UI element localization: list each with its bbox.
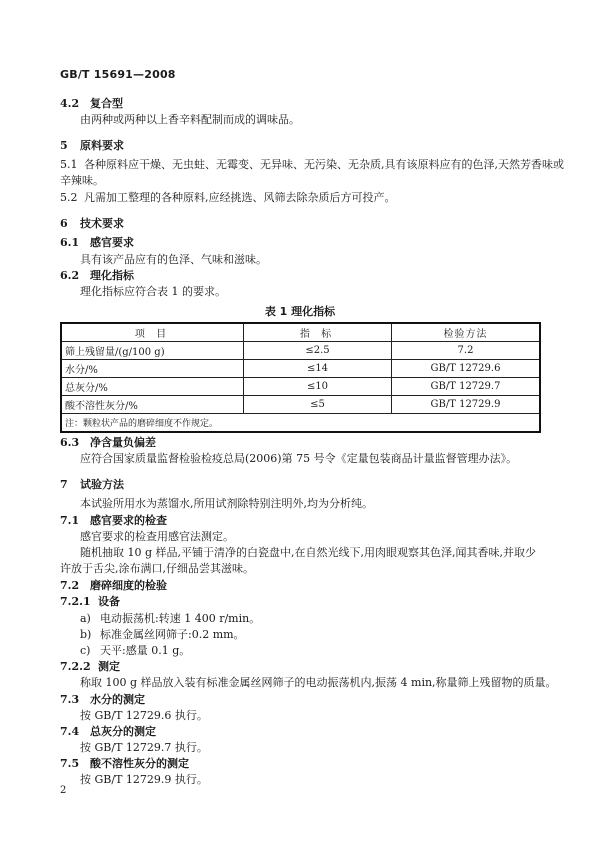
list-text: 标准金属丝网筛子:0.2 mm。 [100, 628, 245, 641]
table-cell: GB/T 12729.7 [392, 378, 541, 396]
paragraph: 感官要求的检查用感官法测定。 [80, 530, 234, 543]
section-6-2-heading [60, 268, 134, 283]
section-7-3-heading [60, 692, 145, 707]
section-title: 设备 [98, 595, 120, 608]
section-number: 7.2.1 [60, 595, 91, 608]
table-cell: 酸不溶性灰分/% [61, 396, 244, 414]
section-number: 6 [60, 217, 68, 230]
column-header: 指 标 [244, 323, 392, 342]
standard-number-header: GB/T 15691—2008 [60, 68, 176, 81]
section-title: 复合型 [90, 97, 123, 110]
paragraph-5-2 [60, 190, 396, 205]
section-6-heading [60, 216, 124, 231]
table-note-row [61, 414, 540, 433]
section-title: 测定 [98, 660, 120, 673]
section-title: 净含量负偏差 [90, 436, 156, 449]
paragraph: 本试验所用水为蒸馏水,所用试剂除特别注明外,均为分析纯。 [80, 497, 373, 510]
table-row [61, 342, 540, 360]
section-5-heading [60, 138, 124, 153]
section-title: 水分的测定 [90, 693, 145, 706]
physicochemical-table [60, 322, 541, 433]
list-item [80, 627, 245, 642]
table-title: 表 1 理化指标 [264, 305, 336, 318]
section-7-1-heading [60, 513, 167, 528]
paragraph: 按 GB/T 12729.7 执行。 [80, 741, 208, 754]
section-number: 7.1 [60, 514, 80, 527]
list-item [80, 643, 190, 658]
section-title: 原料要求 [80, 139, 124, 152]
section-title: 酸不溶性灰分的测定 [90, 757, 189, 770]
table-cell: GB/T 12729.6 [392, 360, 541, 378]
table-cell: 筛上残留量/(g/100 g) [61, 342, 244, 360]
paragraph: 由两种或两种以上香辛料配制而成的调味品。 [80, 113, 300, 126]
section-title: 试验方法 [80, 478, 124, 491]
section-7-heading [60, 477, 124, 492]
section-title: 总灰分的测定 [90, 725, 156, 738]
paragraph: 称取 100 g 样品放入装有标准金属丝网筛子的电动振荡机内,振荡 4 min,称量筛上残留物的质量。 [80, 676, 557, 689]
paragraph-continuation: 许放于舌尖,涂布满口,仔细品尝其滋味。 [60, 562, 254, 575]
section-7-2-heading [60, 578, 167, 593]
table-cell: 7.2 [392, 342, 541, 360]
section-number: 6.2 [60, 269, 80, 282]
clause-number: 5.1 [60, 158, 78, 171]
section-number: 7.5 [60, 757, 80, 770]
section-title: 技术要求 [80, 217, 124, 230]
table-cell: ≤5 [244, 396, 392, 414]
section-number: 7 [60, 478, 68, 491]
list-marker: b) [80, 628, 92, 641]
table-cell: GB/T 12729.9 [392, 396, 541, 414]
section-7-2-2-heading [60, 659, 120, 674]
section-title: 感官要求的检查 [90, 514, 167, 527]
paragraph: 理化指标应符合表 1 的要求。 [80, 285, 226, 298]
section-title: 理化指标 [90, 269, 134, 282]
list-marker: c) [80, 644, 91, 657]
section-7-4-heading [60, 724, 156, 739]
table-cell: ≤2.5 [244, 342, 392, 360]
section-number: 4.2 [60, 97, 80, 110]
list-text: 电动振荡机:转速 1 400 r/min。 [100, 612, 261, 625]
column-header: 检验方法 [392, 323, 541, 342]
paragraph: 具有该产品应有的色泽、气味和滋味。 [80, 253, 267, 266]
table-row [61, 360, 540, 378]
clause-text: 凡需加工整理的各种原料,应经挑选、风筛去除杂质后方可投产。 [84, 191, 396, 204]
table-note: 注：颗粒状产品的磨碎细度不作规定。 [61, 414, 540, 433]
table-header-row [61, 323, 540, 342]
section-7-5-heading [60, 756, 189, 771]
section-number: 7.4 [60, 725, 80, 738]
table-row [61, 378, 540, 396]
section-7-2-1-heading [60, 594, 120, 609]
section-6-1-heading [60, 235, 134, 250]
section-number: 7.3 [60, 693, 80, 706]
paragraph-continuation: 辛辣味。 [60, 174, 104, 187]
section-number: 6.1 [60, 236, 80, 249]
paragraph: 按 GB/T 12729.9 执行。 [80, 773, 208, 786]
paragraph: 应符合国家质量监督检验检疫总局(2006)第 75 号令《定量包装商品计量监督管理办法》。 [80, 452, 518, 465]
section-number: 7.2.2 [60, 660, 91, 673]
paragraph-5-1 [60, 157, 564, 172]
paragraph: 随机抽取 10 g 样品,平铺于清净的白瓷盘中,在自然光线下,用肉眼观察其色泽,闻其香味,并取少 [80, 546, 537, 559]
paragraph: 按 GB/T 12729.6 执行。 [80, 709, 208, 722]
section-title: 感官要求 [90, 236, 134, 249]
section-title: 磨碎细度的检验 [90, 579, 167, 592]
section-number: 7.2 [60, 579, 80, 592]
list-text: 天平:感量 0.1 g。 [100, 644, 191, 657]
section-6-3-heading [60, 435, 156, 450]
table-cell: 总灰分/% [61, 378, 244, 396]
section-4-2-heading [60, 96, 123, 111]
table-cell: ≤14 [244, 360, 392, 378]
clause-number: 5.2 [60, 191, 78, 204]
table-cell: 水分/% [61, 360, 244, 378]
clause-text: 各种原料应干燥、无虫蛀、无霉变、无异味、无污染、无杂质,具有该原料应有的色泽,天然芳香味或 [84, 158, 564, 171]
table-row [61, 396, 540, 414]
column-header: 项 目 [61, 323, 244, 342]
page-number: 2 [60, 785, 67, 796]
section-number: 6.3 [60, 436, 80, 449]
table-cell: ≤10 [244, 378, 392, 396]
list-marker: a) [80, 612, 91, 625]
section-number: 5 [60, 139, 68, 152]
list-item [80, 611, 260, 626]
